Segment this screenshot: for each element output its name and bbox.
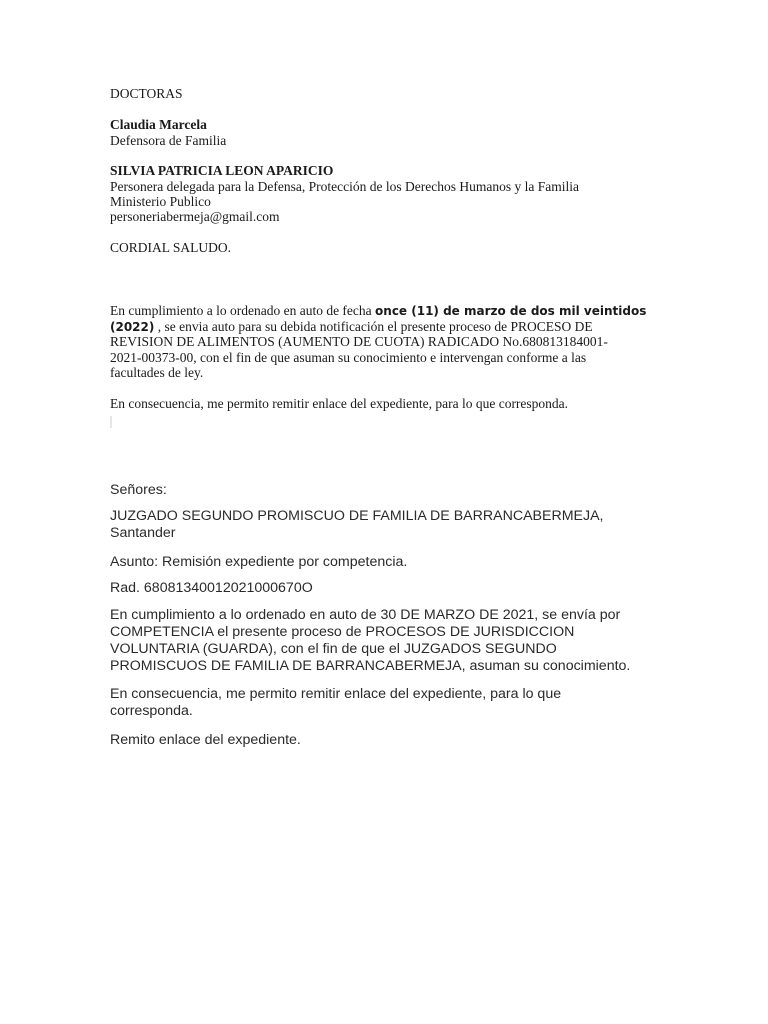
body1-line3: REVISION DE ALIMENTOS (AUMENTO DE CUOTA) RADICADO No.680813184001- <box>110 334 608 349</box>
recipient2-email: personeriabermeja@gmail.com <box>110 209 280 224</box>
addressee: Señores: <box>110 482 167 498</box>
subject: Asunto: Remisión expediente por competencia. <box>110 554 408 570</box>
body2-p1-line1: En cumplimiento a lo ordenado en auto de 30 DE MARZO DE 2021, se envía por <box>110 607 621 623</box>
body2-p2-line1: En consecuencia, me permito remitir enlace del expediente, para lo que <box>110 686 562 702</box>
recipient1-name: Claudia Marcela <box>110 117 207 132</box>
body2-p2-line2: corresponda. <box>110 703 193 719</box>
recipient2-name: SILVIA PATRICIA LEON APARICIO <box>110 163 334 178</box>
recipient1-role: Defensora de Familia <box>110 133 227 148</box>
radicado: Rad. 68081340012021000670O <box>110 580 313 596</box>
body2-p1-line4: PROMISCUOS DE FAMILIA DE BARRANCABERMEJA, asuman su conocimiento. <box>110 658 631 674</box>
body2-p3: Remito enlace del expediente. <box>110 732 301 748</box>
body1-line2: (2022) , se envia auto para su debida notificación el presente proceso de PROCESO DE <box>110 319 593 334</box>
body1-line5: facultades de ley. <box>110 365 204 380</box>
faint-mark <box>110 416 112 428</box>
body1-closing: En consecuencia, me permito remitir enlace del expediente, para lo que corresponda. <box>110 396 569 411</box>
recipient2-role-line1: Personera delegada para la Defensa, Protección de los Derechos Humanos y la Familia <box>110 179 579 194</box>
recipient2-role-line2: Ministerio Publico <box>110 194 211 209</box>
salutation: DOCTORAS <box>110 86 183 101</box>
body1-line4: 2021-00373-00, con el fin de que asuman su conocimiento e intervengan conforme a las <box>110 350 587 365</box>
court-line1: JUZGADO SEGUNDO PROMISCUO DE FAMILIA DE BARRANCABERMEJA, <box>110 508 604 524</box>
body1-line1: En cumplimiento a lo ordenado en auto de fecha once (11) de marzo de dos mil veintidos <box>110 303 647 318</box>
body2-p1-line2: COMPETENCIA el presente proceso de PROCESOS DE JURISDICCION <box>110 624 575 640</box>
court-line2: Santander <box>110 525 176 541</box>
greeting: CORDIAL SALUDO. <box>110 240 231 255</box>
body2-p1-line3: VOLUNTARIA (GUARDA), con el fin de que el JUZGADOS SEGUNDO <box>110 641 557 657</box>
